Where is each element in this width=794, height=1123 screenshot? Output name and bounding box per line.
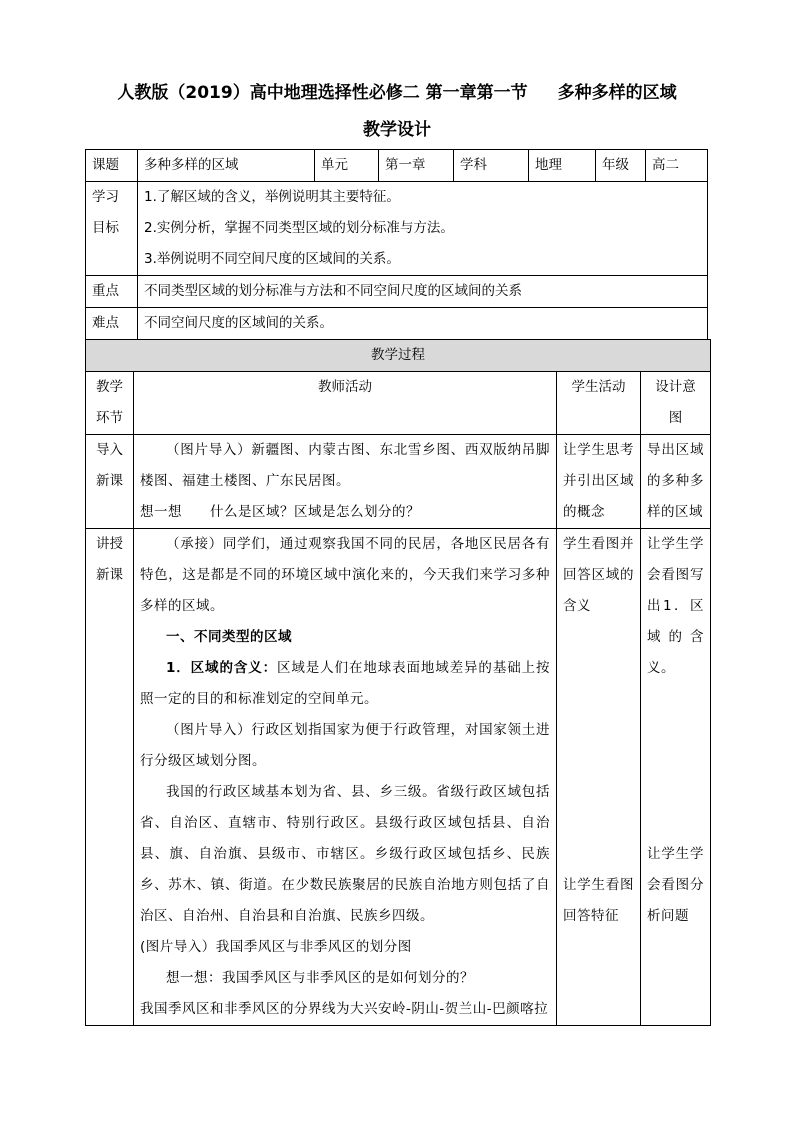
col-teacher-header: 教师活动 — [134, 372, 557, 435]
process-column-headers — [86, 372, 711, 435]
monsoon-map-paragraph: (图片导入）我国季风区与非季风区的划分图 — [140, 939, 412, 955]
process-header: 教学过程 — [86, 340, 711, 372]
lecture-intro-paragraph: （承接）同学们，通过观察我国不同的民居，各地区民居各有特色，这是都是不同的环境区域中演化来的，今天我们来学习多种多样的区域。 — [140, 536, 550, 614]
col-design-header: 设计意 图 — [641, 372, 711, 435]
monsoon-question: 想一想：我国季风区与非季风区的是如何划分的？ — [166, 970, 474, 986]
info-row-course — [86, 150, 708, 182]
admin-levels-paragraph: 我国的行政区域基本划为省、县、乡三级。省级行政区域包括省、自治区、直辖市、特别行政区。县级行政区域包括县、自治县、旗、自治旗、县级市、市辖区。乡级行政区域包括乡、民族乡、苏木、镇、街道。在少数民族聚居的民族自治地方则包括了自治区、自治州、自治县和自治旗、民族乡四级。 — [140, 784, 550, 924]
danyuan-value: 第一章 — [379, 150, 454, 182]
section-heading: 一、不同类型的区域 — [166, 629, 292, 645]
mubiao-item: 2.实例分析，掌握不同类型区域的划分标准与方法。 — [144, 220, 454, 236]
stage-lecture: 讲授 新课 — [86, 529, 134, 1026]
stage-intro: 导入 新课 — [86, 435, 134, 529]
col-stage-header: 教学 环节 — [86, 372, 134, 435]
mubiao-item: 1.了解区域的含义，举例说明其主要特征。 — [144, 189, 400, 205]
process-row-lecture — [86, 529, 711, 1026]
info-row-keypoint — [86, 276, 708, 308]
keti-label: 课题 — [86, 150, 138, 182]
doc-title-line1 — [0, 78, 794, 103]
xueke-label: 学科 — [454, 150, 529, 182]
definition-paragraph: 1．区域的含义：区域是人们在地球表面地域差异的基础上按照一定的目的和标准划定的空间单元。 — [140, 660, 550, 707]
col-student-header: 学生活动 — [557, 372, 641, 435]
nandian-label: 难点 — [86, 308, 138, 340]
info-table — [85, 149, 708, 340]
student-intro: 让学生思考并引出区域的概念 — [557, 435, 641, 529]
student-lecture: 学生看图并回答区域的含义 让学生看图回答特征 — [557, 529, 641, 1026]
design-intro: 导出区域的多种多样的区域 — [641, 435, 711, 529]
nandian-value: 不同空间尺度的区域间的关系。 — [138, 308, 708, 340]
zhongdian-value: 不同类型区域的划分标准与方法和不同空间尺度的区域间的关系 — [138, 276, 708, 308]
design-lecture: 让学生学会看图写出1．区域的含义。 让学生学会看图分析问题 — [641, 529, 711, 1026]
doc-title-part1: 人教版（2019）高中地理选择性必修二 第一章第一节 — [117, 83, 528, 103]
teacher-lecture — [134, 529, 557, 1026]
info-row-objectives — [86, 182, 708, 276]
process-row-intro — [86, 435, 711, 529]
zhongdian-label: 重点 — [86, 276, 138, 308]
doc-title-line2: 教学设计 — [363, 120, 431, 140]
info-row-difficulty — [86, 308, 708, 340]
process-table — [85, 339, 711, 1026]
keti-value: 多种多样的区域 — [138, 150, 315, 182]
nianji-value: 高二 — [646, 150, 708, 182]
teacher-intro: （图片导入）新疆图、内蒙古图、东北雪乡图、西双版纳吊脚楼图、福建土楼图、广东民居图。 想一想 什么是区域？区域是怎么划分的？ — [134, 435, 557, 529]
monsoon-boundary-paragraph: 我国季风区和非季风区的分界线为大兴安岭-阴山-贺兰山-巴颜喀拉 — [140, 1001, 549, 1017]
admin-map-paragraph: （图片导入）行政区划指国家为便于行政管理，对国家领土进行分级区域划分图。 — [140, 722, 550, 769]
mubiao-list — [138, 182, 708, 276]
xueke-value: 地理 — [529, 150, 596, 182]
danyuan-label: 单元 — [315, 150, 379, 182]
mubiao-item: 3.举例说明不同空间尺度的区域间的关系。 — [144, 251, 400, 267]
mubiao-label: 学习 目标 — [86, 182, 138, 276]
nianji-label: 年级 — [596, 150, 646, 182]
doc-title-part2: 多种多样的区域 — [557, 83, 677, 103]
